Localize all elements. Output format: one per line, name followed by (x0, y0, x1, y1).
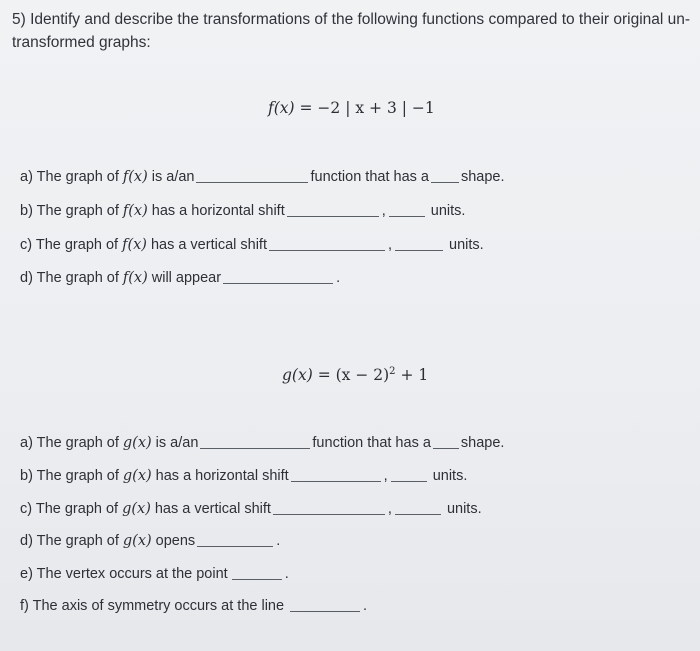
question-text: has a horizontal shift (155, 468, 289, 484)
formula-g-lhs: g(x) (282, 366, 313, 384)
function-label: g(x) (122, 435, 152, 451)
answer-blank[interactable] (269, 236, 385, 251)
question-f-b (20, 200, 465, 219)
formula-g-exponent: 2 (389, 366, 396, 377)
question-text: function that has a (312, 435, 431, 451)
question-g-b (20, 465, 467, 484)
function-label: g(x) (122, 468, 152, 484)
answer-blank[interactable] (291, 467, 381, 482)
comma: , (383, 468, 388, 484)
question-text: d) The graph of (20, 533, 119, 549)
question-text: b) The graph of (20, 203, 119, 219)
question-text: has a horizontal shift (151, 203, 285, 219)
question-text: function that has a (310, 169, 429, 185)
question-text: is a/an (155, 435, 199, 451)
answer-blank[interactable] (431, 168, 459, 183)
function-label: f(x) (122, 270, 148, 286)
question-f-d (20, 267, 340, 286)
question-g-e (20, 563, 289, 582)
question-f-c (20, 234, 484, 253)
answer-blank[interactable] (232, 565, 282, 580)
question-text: is a/an (151, 169, 195, 185)
period: . (284, 566, 289, 582)
answer-blank[interactable] (290, 597, 360, 612)
function-label: g(x) (122, 533, 152, 549)
formula-f-lhs: f(x) (268, 99, 295, 117)
question-text: c) The graph of (20, 237, 119, 253)
answer-blank[interactable] (273, 500, 385, 515)
comma: , (387, 501, 392, 517)
question-g-c (20, 498, 482, 517)
answer-blank[interactable] (395, 236, 443, 251)
question-text: has a vertical shift (150, 237, 267, 253)
answer-blank[interactable] (223, 269, 333, 284)
function-label: f(x) (122, 169, 148, 185)
formula-g-rhs-a: = (x − 2) (317, 366, 390, 384)
question-text: a) The graph of (20, 169, 119, 185)
answer-blank[interactable] (287, 202, 379, 217)
question-g-a (20, 432, 504, 451)
formula-f-rhs: = −2 | x + 3 | −1 (299, 99, 435, 117)
formula-g (282, 366, 428, 384)
answer-blank[interactable] (395, 500, 441, 515)
comma: , (388, 237, 393, 253)
question-text: units. (449, 237, 484, 253)
answer-blank[interactable] (389, 202, 425, 217)
formula-g-rhs-b: + 1 (395, 366, 429, 384)
function-label: f(x) (122, 203, 148, 219)
question-f-a (20, 166, 505, 185)
question-text: units. (446, 501, 482, 517)
answer-blank[interactable] (196, 168, 308, 183)
question-text: units. (430, 203, 466, 219)
question-text: units. (432, 468, 468, 484)
function-label: f(x) (122, 237, 147, 253)
question-text: has a vertical shift (154, 501, 271, 517)
question-text: will appear (151, 270, 222, 286)
question-g-f (20, 595, 367, 614)
question-text: c) The graph of (20, 501, 119, 517)
question-text: e) The vertex occurs at the point (20, 566, 228, 582)
period: . (276, 533, 281, 549)
function-label: g(x) (122, 501, 151, 517)
question-text: f) The axis of symmetry occurs at the line (20, 598, 285, 614)
question-text: a) The graph of (20, 435, 119, 451)
comma: , (381, 203, 386, 219)
question-text: shape. (460, 435, 505, 451)
question-text: opens (155, 533, 196, 549)
question-g-d (20, 530, 280, 549)
period: . (363, 598, 368, 614)
period: . (336, 270, 341, 286)
question-text: b) The graph of (20, 468, 119, 484)
answer-blank[interactable] (197, 532, 273, 547)
formula-f (268, 99, 435, 117)
answer-blank[interactable] (391, 467, 427, 482)
question-heading: 5) Identify and describe the transformations of the following functions compared to their original un-transformed graphs: (12, 11, 691, 51)
question-text: d) The graph of (20, 270, 119, 286)
answer-blank[interactable] (200, 434, 310, 449)
question-text: shape. (460, 169, 505, 185)
answer-blank[interactable] (433, 434, 459, 449)
